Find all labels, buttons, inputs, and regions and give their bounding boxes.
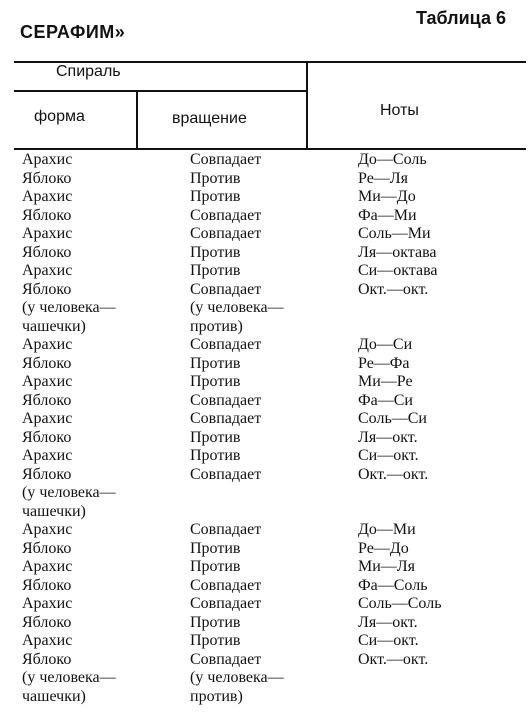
cell-form: (у человека—: [22, 669, 116, 686]
table-row: [0, 318, 532, 337]
column-header-notes: Ноты: [380, 102, 419, 119]
table-row: [0, 299, 532, 318]
page-title: СЕРАФИМ»: [20, 22, 126, 42]
cell-form: (у человека—: [22, 484, 116, 501]
table-row: [0, 651, 532, 670]
cell-rotation: Совпадает: [190, 410, 262, 427]
cell-form: Яблоко: [22, 613, 72, 631]
table-row: [0, 614, 532, 633]
cell-notes: Ре—Фа: [358, 354, 410, 372]
cell-notes: Си—октава: [358, 262, 438, 279]
cell-notes: Ми—Ре: [358, 373, 413, 390]
cell-form: Арахис: [22, 188, 73, 205]
cell-form: Арахис: [22, 447, 73, 464]
table-row: [0, 151, 532, 170]
cell-form: Арахис: [22, 336, 73, 353]
cell-form: Арахис: [22, 151, 73, 168]
header-bottom-rule: [14, 148, 526, 150]
cell-rotation: (у человека—: [190, 669, 284, 686]
table-body: [0, 151, 532, 706]
table-number-label: Таблица 6: [415, 8, 506, 28]
cell-form: Арахис: [22, 262, 73, 279]
cell-form: Яблоко: [22, 539, 72, 557]
table-row: [0, 410, 532, 429]
cell-form: чашечки): [22, 687, 86, 705]
cell-notes: Соль—Си: [358, 410, 427, 427]
table-row: [0, 595, 532, 614]
cell-notes: До—Ми: [358, 521, 416, 538]
table-row: [0, 447, 532, 466]
cell-form: Яблоко: [22, 391, 72, 409]
cell-rotation: Против: [190, 243, 241, 261]
cell-notes: Фа—Си: [358, 391, 413, 409]
cell-rotation: Против: [190, 188, 241, 205]
cell-notes: Ре—До: [358, 539, 409, 557]
table-row: [0, 336, 532, 355]
cell-form: Яблоко: [22, 354, 72, 372]
cell-form: Арахис: [22, 225, 73, 242]
cell-notes: Ми—До: [358, 188, 416, 205]
cell-form: Яблоко: [22, 206, 72, 224]
table-row: [0, 558, 532, 577]
cell-notes: Си—окт.: [358, 632, 419, 649]
cell-form: Яблоко: [22, 576, 72, 594]
cell-rotation: Совпадает: [190, 336, 262, 353]
table-row: [0, 262, 532, 281]
table-row: [0, 669, 532, 688]
table-row: [0, 281, 532, 300]
cell-rotation: Против: [190, 354, 241, 372]
cell-rotation: Против: [190, 262, 241, 279]
cell-rotation: Совпадает: [190, 650, 262, 668]
table-row: [0, 392, 532, 411]
table-row: [0, 466, 532, 485]
cell-rotation: Против: [190, 613, 241, 631]
cell-notes: До—Соль: [358, 151, 427, 168]
cell-rotation: Против: [190, 373, 241, 390]
cell-form: Яблоко: [22, 169, 72, 187]
cell-form: Яблоко: [22, 650, 72, 668]
cell-rotation: Совпадает: [190, 151, 262, 168]
table-row: [0, 170, 532, 189]
table-row: [0, 484, 532, 503]
table-row: [0, 577, 532, 596]
cell-rotation: Против: [190, 558, 241, 575]
cell-rotation: Совпадает: [190, 576, 262, 594]
cell-notes: Ля—октава: [358, 243, 437, 261]
table-row: [0, 632, 532, 651]
cell-notes: До—Си: [358, 336, 413, 353]
cell-notes: Ми—Ля: [358, 558, 415, 575]
cell-rotation: Совпадает: [190, 465, 262, 483]
cell-notes: Фа—Ми: [358, 206, 417, 224]
table-row: [0, 244, 532, 263]
table-row: [0, 355, 532, 374]
cell-notes: Окт.—окт.: [358, 280, 429, 298]
cell-notes: Ля—окт.: [358, 428, 418, 446]
cell-notes: Ре—Ля: [358, 169, 408, 187]
cell-rotation: Против: [190, 632, 241, 649]
cell-notes: Окт.—окт.: [358, 650, 429, 668]
table-row: [0, 503, 532, 522]
column-header-form: форма: [34, 108, 85, 125]
column-divider-form-rotation: [136, 92, 138, 148]
spiral-divider-rule: [14, 90, 306, 92]
cell-form: Арахис: [22, 373, 73, 390]
cell-rotation: Против: [190, 447, 241, 464]
cell-form: Арахис: [22, 558, 73, 575]
table-row: [0, 373, 532, 392]
cell-rotation: Совпадает: [190, 521, 262, 538]
column-header-rotation: вращение: [172, 110, 247, 127]
table-row: [0, 688, 532, 707]
cell-form: Яблоко: [22, 280, 72, 298]
cell-notes: Ля—окт.: [358, 613, 418, 631]
cell-rotation: Против: [190, 169, 241, 187]
cell-rotation: Совпадает: [190, 595, 262, 612]
cell-form: чашечки): [22, 502, 86, 520]
cell-form: Яблоко: [22, 465, 72, 483]
cell-form: Арахис: [22, 595, 73, 612]
cell-rotation: Совпадает: [190, 280, 262, 298]
cell-rotation: Против: [190, 539, 241, 557]
cell-rotation: против): [190, 687, 243, 705]
cell-form: чашечки): [22, 317, 86, 335]
cell-rotation: Совпадает: [190, 391, 262, 409]
cell-rotation: против): [190, 317, 243, 335]
cell-rotation: Совпадает: [190, 206, 262, 224]
column-divider-rotation-notes: [306, 62, 308, 148]
cell-notes: Фа—Соль: [358, 576, 428, 594]
table-row: [0, 207, 532, 226]
cell-rotation: (у человека—: [190, 299, 284, 316]
table-row: [0, 521, 532, 540]
cell-rotation: Против: [190, 428, 241, 446]
cell-notes: Си—окт.: [358, 447, 419, 464]
cell-form: Арахис: [22, 410, 73, 427]
table-row: [0, 188, 532, 207]
cell-notes: Соль—Соль: [358, 595, 442, 612]
cell-rotation: Совпадает: [190, 225, 262, 242]
cell-form: Яблоко: [22, 428, 72, 446]
cell-form: Арахис: [22, 521, 73, 538]
cell-form: (у человека—: [22, 299, 116, 316]
column-group-spiral: Спираль: [56, 63, 121, 80]
cell-form: Яблоко: [22, 243, 72, 261]
table-row: [0, 429, 532, 448]
table-row: [0, 225, 532, 244]
cell-notes: Соль—Ми: [358, 225, 431, 242]
cell-form: Арахис: [22, 632, 73, 649]
table-row: [0, 540, 532, 559]
cell-notes: Окт.—окт.: [358, 465, 429, 483]
